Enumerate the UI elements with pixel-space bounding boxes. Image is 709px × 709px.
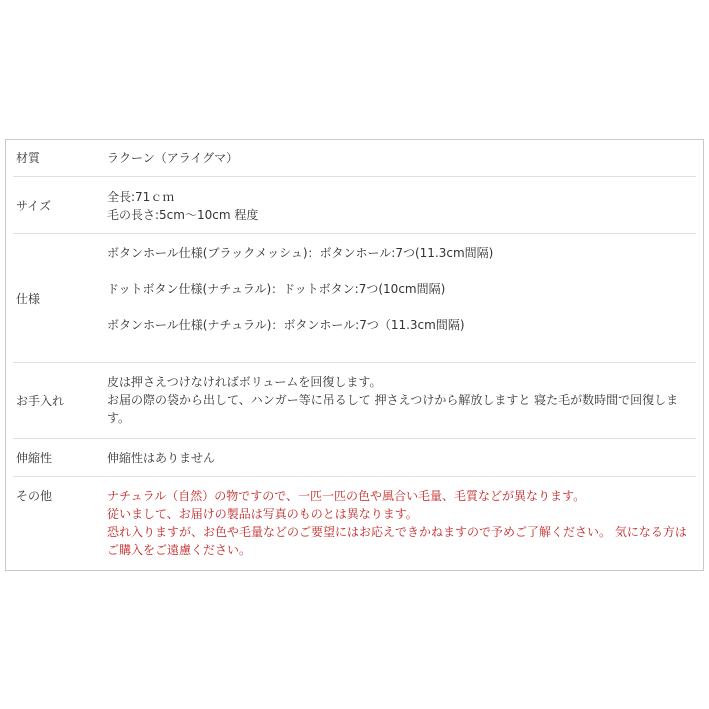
spec-value-material <box>107 149 693 167</box>
spec-row-care <box>6 363 703 439</box>
spec-value-line: 恐れ入りますが、お色や毛量などのご要望にはお応えできかねますので予めご了解ください。 気になる方は <box>107 525 687 539</box>
spec-label-elasticity: 伸縮性 <box>16 451 53 465</box>
spec-value-line: お届の際の袋から出して、ハンガー等に吊るして 押さえつけから解放しますと 寝た毛が数時間で回復しま <box>107 393 679 407</box>
spec-value-other <box>107 487 693 559</box>
spec-label-care: お手入れ <box>16 394 65 408</box>
spec-value-line: す。 <box>107 411 131 425</box>
spec-label-other: その他 <box>16 489 53 503</box>
spec-row-material <box>6 140 703 177</box>
spec-value-line: ご購入をご遠慮ください。 <box>107 543 252 557</box>
spec-value-elasticity <box>107 449 693 467</box>
spec-value-size <box>107 188 693 224</box>
spec-value-line: ボタンホール仕様(ブラックメッシュ)：ボタンホール:7つ(11.3cm間隔) <box>107 246 494 260</box>
spec-value-line: 毛の長さ:5cm〜10cm 程度 <box>107 208 259 222</box>
spec-value-line: 皮は押さえつけなければボリュームを回復します。 <box>107 375 382 389</box>
spec-label-specification: 仕様 <box>16 292 41 306</box>
spec-value-care <box>107 373 693 427</box>
spec-row-other <box>6 477 703 571</box>
spec-value-line: 従いまして、お届けの製品は写真のものとは異なります。 <box>107 507 418 521</box>
spec-value-line: ラクーン（アライグマ） <box>107 151 239 165</box>
spec-row-size <box>6 177 703 234</box>
spec-value-line: ナチュラル（自然）の物ですので、一匹一匹の色や風合い毛量、毛質などが異なります。 <box>107 489 586 503</box>
spec-table <box>5 139 704 571</box>
spec-value-line: ボタンホール仕様(ナチュラル)：ボタンホール:7つ（11.3cm間隔) <box>107 318 465 332</box>
spec-value-line: 伸縮性はありません <box>107 451 216 465</box>
spec-value-line: ドットボタン仕様(ナチュラル)：ドットボタン:7つ(10cm間隔) <box>107 282 446 296</box>
spec-value-specification <box>107 244 693 334</box>
spec-label-size: サイズ <box>16 199 52 213</box>
spec-label-material: 材質 <box>16 151 41 165</box>
spec-value-line: 全長:71ｃｍ <box>107 190 175 204</box>
spec-row-specification <box>6 234 703 363</box>
spec-row-elasticity <box>6 439 703 477</box>
